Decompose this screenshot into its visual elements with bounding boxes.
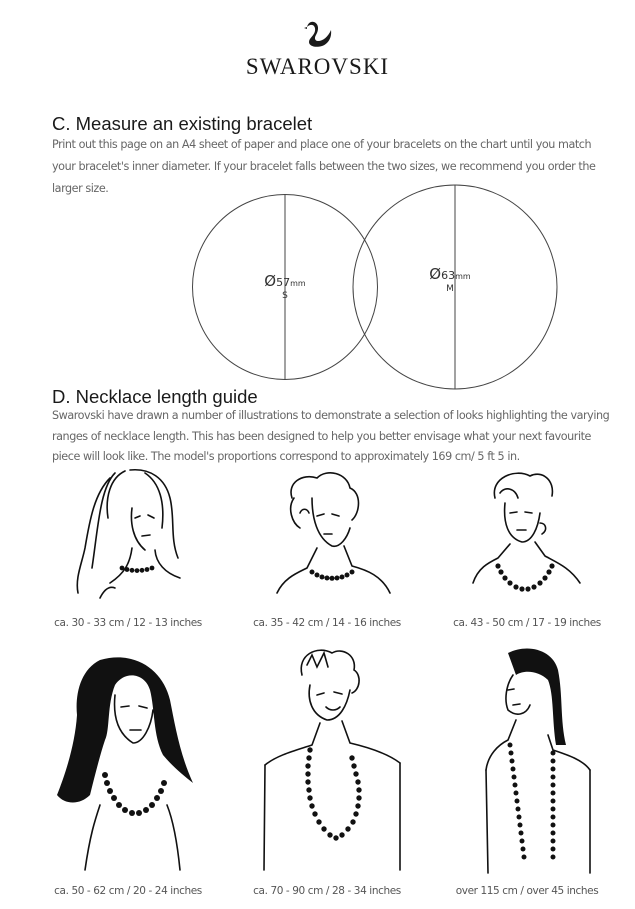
caption-look-2: ca. 35 - 42 cm / 14 - 16 inches — [253, 617, 401, 629]
size-label-s: Ø57mm S — [264, 272, 306, 301]
caption-look-1: ca. 30 - 33 cm / 12 - 13 inches — [54, 617, 202, 629]
caption-look-5: ca. 70 - 90 cm / 28 - 34 inches — [253, 885, 401, 897]
illustration-rope — [262, 645, 402, 875]
brand-name: SWAROVSKI — [245, 54, 390, 79]
size-label-m: Ø63mm M — [429, 265, 471, 294]
caption-look-4: ca. 50 - 62 cm / 20 - 24 inches — [54, 885, 202, 897]
bracelet-section-title: C. Measure an existing bracelet — [52, 113, 313, 134]
illustration-choker — [70, 468, 200, 610]
bracelet-section-description: Print out this page on an A4 sheet of paper and place one of your bracelets on the chart until you match your bracelet's inner diameter. If your bracelet falls between the two sizes, we recommend you order the larger size. — [52, 138, 596, 195]
diameter-icon: Ø — [264, 272, 277, 290]
illustration-princess — [272, 468, 402, 610]
necklace-section-description: Swarovski have drawn a number of illustrations to demonstrate a selection of looks highlighting the varying ranges of necklace length. This has been designed to help you better envisage what your next favourite piece will look like. The model's proportions correspond to approximately 169 cm/ 5 ft 5 in. — [52, 409, 610, 464]
illustration-lariat — [478, 645, 598, 877]
necklace-section-title: D. Necklace length guide — [52, 386, 258, 407]
caption-look-6: over 115 cm / over 45 inches — [455, 885, 599, 897]
illustration-opera — [55, 655, 195, 875]
diameter-icon: Ø — [429, 265, 442, 283]
illustration-matinee — [470, 468, 600, 610]
caption-look-3: ca. 43 - 50 cm / 17 - 19 inches — [453, 617, 601, 629]
bracelet-size-chart — [0, 0, 635, 400]
